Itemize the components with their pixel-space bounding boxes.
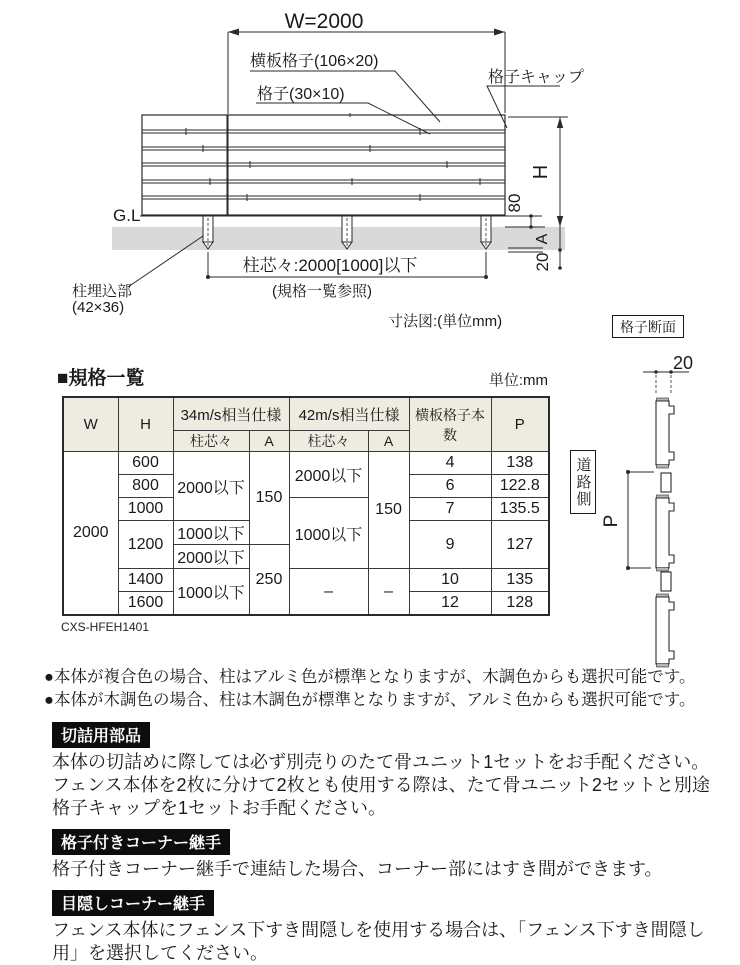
note-bullet: ●本体が木調色の場合、柱は木調色が標準となりますが、アルミ色からも選択可能です。 xyxy=(44,691,696,710)
cell-pitch34: 1000以下 xyxy=(173,569,249,616)
section-body: 格子付きコーナー継手で連結した場合、コーナー部にはすき間ができます。 xyxy=(52,858,663,879)
post-pitch-label: 柱芯々:2000[1000]以下 xyxy=(242,256,418,275)
dim-20-label: 20 xyxy=(533,252,552,272)
col-header-a-42: A xyxy=(368,431,409,452)
cell-h: 1400 xyxy=(118,569,173,592)
section-label: 格子付きコーナー継手 xyxy=(52,829,230,855)
note-section-privacy-corner-joint xyxy=(44,881,724,965)
spacer-block xyxy=(661,473,671,492)
cap-label: 格子キャップ xyxy=(488,69,585,86)
cell-a34: 150 xyxy=(249,452,289,545)
cell-a42: – xyxy=(368,569,409,616)
table-row xyxy=(63,498,549,521)
cell-a42: 150 xyxy=(368,452,409,569)
board-label: 横板格子(106×20) xyxy=(250,53,379,70)
cell-w: 2000 xyxy=(63,452,118,616)
lattice-cross-section-drawing xyxy=(555,300,740,670)
notes-block xyxy=(44,666,724,965)
board-profiles xyxy=(656,398,674,667)
dim-a-label: A xyxy=(534,233,551,245)
spec-table-header-row xyxy=(57,363,548,390)
cell-count: 7 xyxy=(409,498,491,521)
col-header-pitch-34: 柱芯々 xyxy=(173,431,249,452)
fence-front-view xyxy=(142,113,505,215)
spacer-block xyxy=(661,572,671,591)
cell-a34: 250 xyxy=(249,545,289,616)
table-row xyxy=(63,452,549,475)
spec-table xyxy=(62,396,550,616)
ground-level-label: G.L xyxy=(113,206,141,225)
cell-pitch42: 1000以下 xyxy=(289,498,368,569)
width-dimension-label: W=2000 xyxy=(284,10,364,33)
spec-table-block xyxy=(57,363,548,634)
drawing-caption: 寸法図:(単位mm) xyxy=(388,313,503,330)
table-row xyxy=(63,569,549,592)
ground-band xyxy=(112,227,565,250)
section-body: フェンス本体にフェンス下すき間隠しを使用する場合は、「フェンス下すき間隠し用」を選択してください。 xyxy=(52,919,705,963)
cell-pitch42: – xyxy=(289,569,368,616)
section-label: 目隠しコーナー継手 xyxy=(52,890,214,916)
h-dim-label: H xyxy=(530,164,552,180)
note-section-cut-parts xyxy=(44,713,724,820)
cell-count: 4 xyxy=(409,452,491,475)
cell-pitch42: 2000以下 xyxy=(289,452,368,498)
col-header-34ms: 34m/s相当仕様 xyxy=(173,397,289,431)
cross-section-title-text: 格子断面 xyxy=(620,318,676,335)
post-pitch-note: (規格一覧参照) xyxy=(272,283,372,300)
col-header-pitch-42: 柱芯々 xyxy=(289,431,368,452)
section-dim-20-label: 20 xyxy=(673,353,694,373)
cell-p: 122.8 xyxy=(491,475,549,498)
pitch-p-dimension xyxy=(626,470,654,570)
pitch-p-label: P xyxy=(601,514,622,528)
section-20-dimension xyxy=(643,370,689,394)
dim-80-label: 80 xyxy=(505,193,524,213)
cell-count: 10 xyxy=(409,569,491,592)
road-side-text: 道路側 xyxy=(574,456,592,508)
col-header-a-34: A xyxy=(249,431,289,452)
cell-h: 1200 xyxy=(118,521,173,569)
cell-p: 127 xyxy=(491,521,549,569)
note-section-corner-joint xyxy=(44,820,724,881)
cell-count: 6 xyxy=(409,475,491,498)
cell-p: 128 xyxy=(491,592,549,616)
spec-table-unit: 単位:mm xyxy=(488,372,548,389)
cell-pitch34: 2000以下 xyxy=(173,452,249,521)
post-embed-label-2: (42×36) xyxy=(72,299,125,316)
col-header-board-count: 横板格子本数 xyxy=(409,397,491,452)
cell-h: 1600 xyxy=(118,592,173,616)
cell-count: 9 xyxy=(409,521,491,569)
cell-h: 600 xyxy=(118,452,173,475)
col-header-p: P xyxy=(491,397,549,452)
cell-p: 135.5 xyxy=(491,498,549,521)
col-header-w: W xyxy=(63,397,118,452)
note-bullet: ●本体が複合色の場合、柱はアルミ色が標準となりますが、木調色からも選択可能です。 xyxy=(44,668,696,686)
cell-p: 138 xyxy=(491,452,549,475)
spec-table-title: ■規格一覧 xyxy=(57,368,145,389)
cell-pitch34: 2000以下 xyxy=(173,545,249,569)
post xyxy=(481,216,491,249)
lattice-label: 格子(30×10) xyxy=(257,86,345,103)
col-header-42ms: 42m/s相当仕様 xyxy=(289,397,409,431)
section-label: 切詰用部品 xyxy=(52,722,150,748)
post xyxy=(203,216,213,249)
cell-pitch34: 1000以下 xyxy=(173,521,249,545)
col-header-h: H xyxy=(118,397,173,452)
cell-p: 135 xyxy=(491,569,549,592)
section-body: 本体の切詰めに際しては必ず別売りのたて骨ユニット1セットをお手配ください。フェンス本体を2枚に分けて2枚とも使用する際は、たて骨ユニット2セットと別途格子キャップを1セットお手配ください。 xyxy=(52,751,710,818)
product-code: CXS-HFEH1401 xyxy=(61,620,150,634)
cell-count: 12 xyxy=(409,592,491,616)
post-embed-label-1: 柱埋込部 xyxy=(72,283,133,300)
cell-h: 1000 xyxy=(118,498,173,521)
post xyxy=(342,216,352,249)
cell-h: 800 xyxy=(118,475,173,498)
